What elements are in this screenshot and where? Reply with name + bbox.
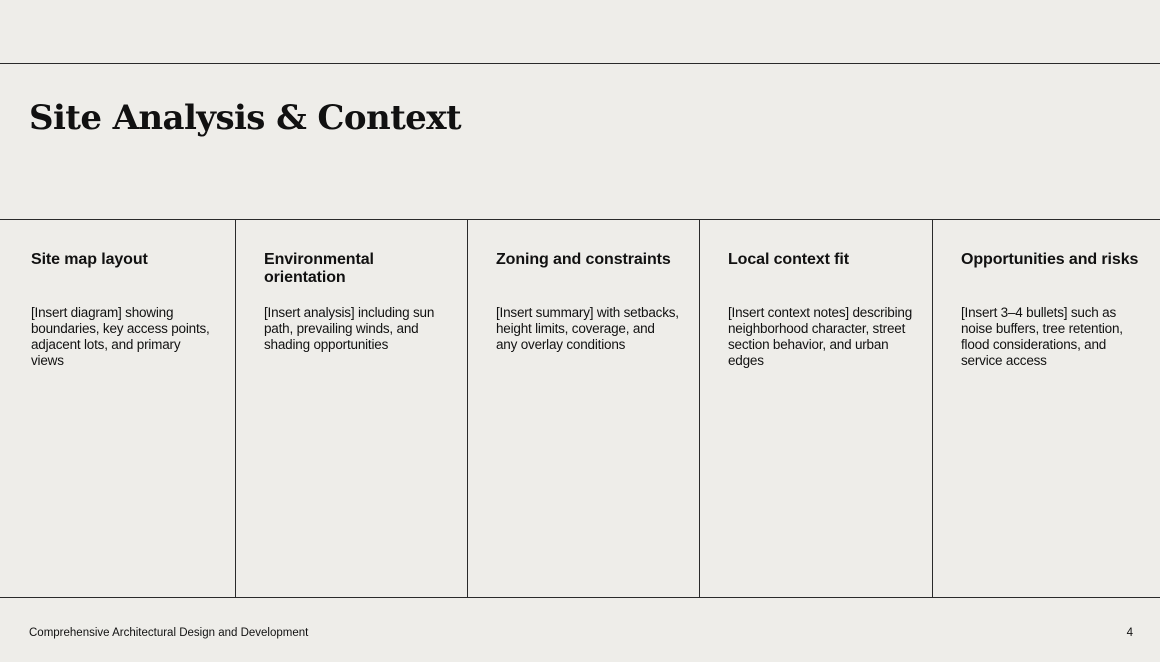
column-heading: Zoning and constraints [496, 251, 671, 268]
column-opportunities-and-risks [933, 219, 1160, 597]
column-local-context-fit [700, 219, 933, 597]
top-divider [0, 63, 1160, 64]
column-heading: Site map layout [31, 251, 148, 268]
footer-text: Comprehensive Architectural Design and Development [29, 627, 309, 639]
column-zoning-and-constraints [468, 219, 700, 597]
column-site-map-layout [0, 219, 236, 597]
footer-divider [0, 597, 1160, 598]
column-heading: Opportunities and risks [961, 251, 1139, 268]
column-body: [Insert 3–4 bullets] such as noise buffers, tree retention, flood considerations, and service access [961, 305, 1123, 368]
column-environmental-orientation [236, 219, 468, 597]
column-body: [Insert summary] with setbacks, height limits, coverage, and any overlay conditions [496, 305, 679, 352]
column-body: [Insert context notes] describing neighborhood character, street section behavior, and urban edges [728, 305, 913, 368]
page-number: 4 [1126, 627, 1133, 639]
column-body: [Insert analysis] including sun path, prevailing winds, and shading opportunities [264, 305, 435, 352]
slide-title: Site Analysis & Context [29, 98, 461, 138]
content-columns [0, 219, 1160, 597]
column-body: [Insert diagram] showing boundaries, key access points, adjacent lots, and primary views [31, 305, 210, 368]
column-heading: Local context fit [728, 251, 849, 268]
column-heading: Environmental orientation [264, 251, 374, 286]
